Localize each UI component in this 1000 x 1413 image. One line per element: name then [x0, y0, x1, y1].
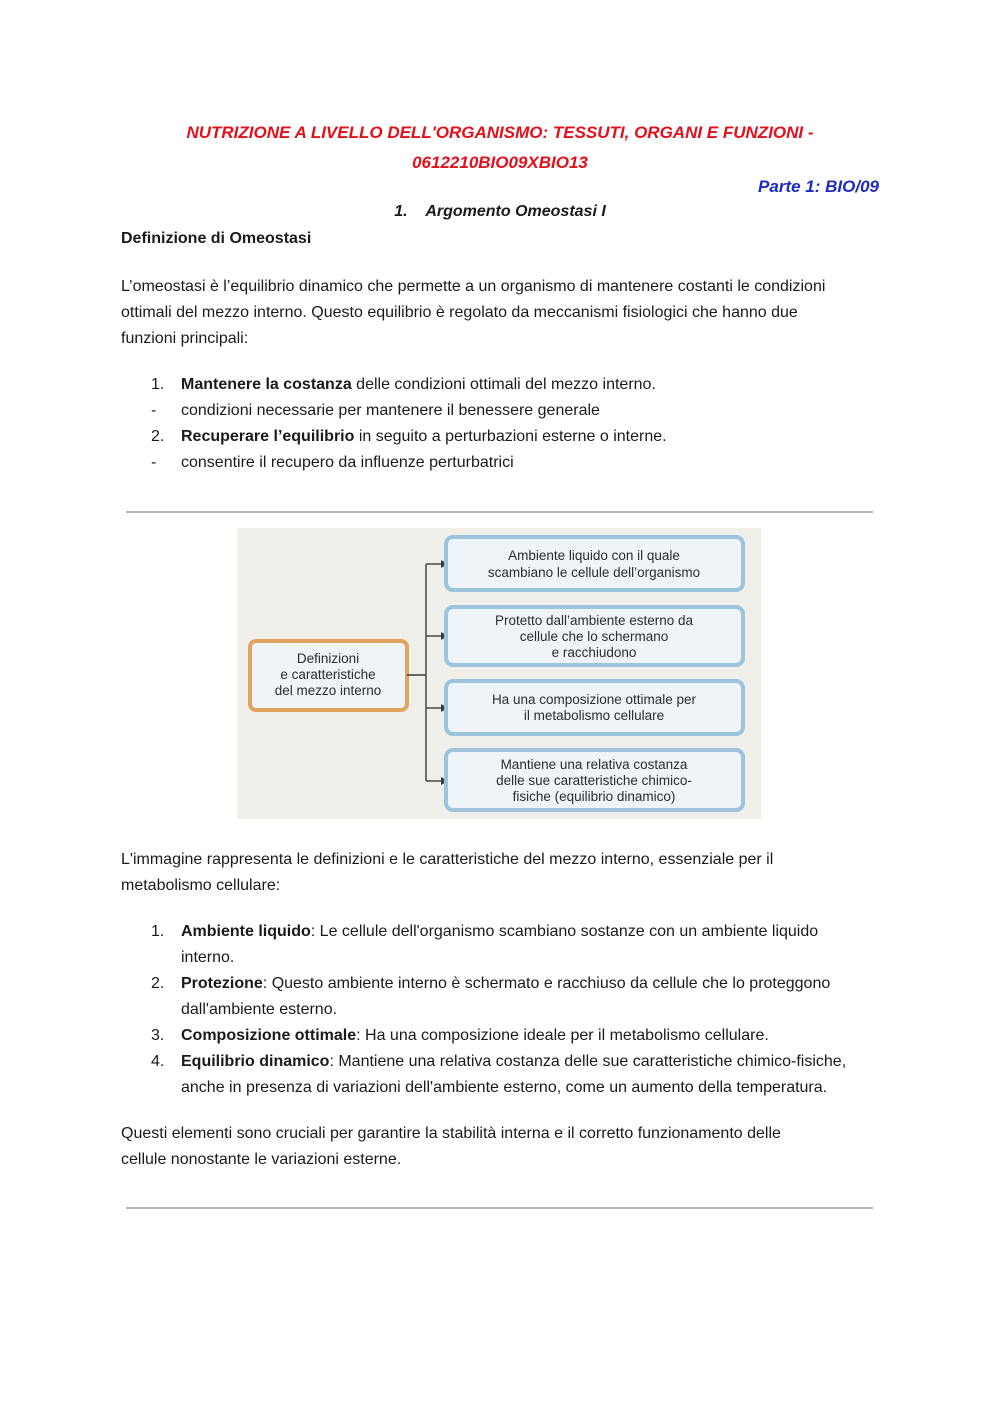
- list-item-bold: Equilibrio dinamico: [181, 1053, 330, 1070]
- list-item-bold: Ambiente liquido: [181, 923, 311, 940]
- section-heading: Definizione di Omeostasi: [121, 230, 312, 247]
- list-item: [121, 450, 891, 476]
- list-item: [121, 1023, 901, 1049]
- list-item: [121, 919, 901, 971]
- source-box-line-3: del mezzo interno: [274, 683, 382, 698]
- list-item-text: : Ha una composizione ideale per il metabolismo cellulare.: [356, 1027, 769, 1044]
- list-item-text: interno.: [181, 949, 235, 966]
- topic-title: Argomento Omeostasi I: [425, 203, 606, 220]
- list-marker: 1.: [151, 923, 165, 940]
- box-3-line-2: il metabolismo cellulare: [523, 708, 665, 723]
- title-line-1: NUTRIZIONE A LIVELLO DELL'ORGANISMO: TESSUTI, ORGANI E FUNZIONI -: [186, 123, 814, 142]
- list-marker: 1.: [151, 376, 165, 393]
- topic-heading: [0, 203, 1000, 221]
- conclusion-paragraph: [121, 1121, 891, 1173]
- part-label: Parte 1: BIO/09: [758, 177, 879, 196]
- list-marker: 2.: [151, 975, 165, 992]
- list-item: [121, 398, 891, 424]
- box-1-line-2: scambiano le cellule dell’organismo: [487, 565, 701, 580]
- characteristics-list: [121, 919, 901, 1101]
- paragraph-line: cellule nonostante le variazioni esterne.: [121, 1151, 402, 1168]
- list-marker: 2.: [151, 428, 165, 445]
- definition-paragraph: [121, 274, 891, 352]
- topic-number: 1.: [394, 203, 408, 220]
- paragraph-line: metabolismo cellulare:: [121, 877, 281, 894]
- horizontal-divider: [126, 511, 873, 513]
- list-item-bold: Composizione ottimale: [181, 1027, 357, 1044]
- list-marker: -: [151, 402, 157, 419]
- paragraph-line: L'immagine rappresenta le definizioni e le caratteristiche del mezzo interno, essenziale per il: [121, 851, 774, 868]
- list-marker: -: [151, 454, 157, 471]
- list-item-text: condizioni necessarie per mantenere il benessere generale: [181, 402, 600, 419]
- box-2-line-2: cellule che lo schermano: [519, 629, 669, 644]
- list-item: [121, 424, 891, 450]
- list-marker: 4.: [151, 1053, 165, 1070]
- box-1-line-1: Ambiente liquido con il quale: [508, 548, 680, 563]
- list-item-text: anche in presenza di variazioni dell'ambiente esterno, come un aumento della temperatura.: [181, 1079, 828, 1096]
- image-description-intro: [121, 847, 891, 899]
- definition-box-1: [446, 537, 743, 590]
- source-box-line-2: e caratteristiche: [280, 667, 376, 682]
- list-item-text: consentire il recupero da influenze perturbatrici: [181, 454, 514, 471]
- paragraph-line: funzioni principali:: [121, 330, 249, 347]
- list-item: [121, 971, 901, 1023]
- list-item-text: : Mantiene una relativa costanza delle sue caratteristiche chimico-fisiche,: [329, 1053, 847, 1070]
- list-item-bold: Protezione: [181, 975, 263, 992]
- box-2-line-1: Protetto dall’ambiente esterno da: [494, 613, 694, 628]
- box-4-line-3: fisiche (equilibrio dinamico): [512, 789, 676, 804]
- list-item-text: in seguito a perturbazioni esterne o interne.: [354, 428, 667, 445]
- list-item-text: dall'ambiente esterno.: [181, 1001, 338, 1018]
- paragraph-line: ottimali del mezzo interno. Questo equilibrio è regolato da meccanismi fisiologici che hanno due: [121, 304, 798, 321]
- paragraph-line: L’omeostasi è l’equilibrio dinamico che permette a un organismo di mantenere costanti le condizioni: [121, 278, 826, 295]
- list-item-text: : Le cellule dell'organismo scambiano sostanze con un ambiente liquido: [310, 923, 819, 940]
- list-item-bold: Mantenere la costanza: [181, 376, 352, 393]
- list-item: [121, 372, 891, 398]
- list-item-bold: Recuperare l’equilibrio: [181, 428, 355, 445]
- horizontal-divider: [126, 1207, 873, 1209]
- functions-list: [121, 372, 891, 476]
- box-2-line-3: e racchiudono: [551, 645, 637, 660]
- list-item: [121, 1049, 901, 1101]
- mezzo-interno-diagram: [237, 528, 761, 819]
- box-4-line-2: delle sue caratteristiche chimico-: [496, 773, 692, 788]
- list-item-text: delle condizioni ottimali del mezzo interno.: [351, 376, 656, 393]
- document-title: [121, 118, 879, 178]
- title-line-2: 0612210BIO09XBIO13: [412, 153, 588, 172]
- list-marker: 3.: [151, 1027, 165, 1044]
- source-box-line-1: Definizioni: [296, 651, 360, 666]
- box-4-line-1: Mantiene una relativa costanza: [500, 757, 688, 772]
- paragraph-line: Questi elementi sono cruciali per garantire la stabilità interna e il corretto funzionamento delle: [121, 1125, 781, 1142]
- box-3-line-1: Ha una composizione ottimale per: [491, 692, 697, 707]
- list-item-text: : Questo ambiente interno è schermato e racchiuso da cellule che lo proteggono: [262, 975, 831, 992]
